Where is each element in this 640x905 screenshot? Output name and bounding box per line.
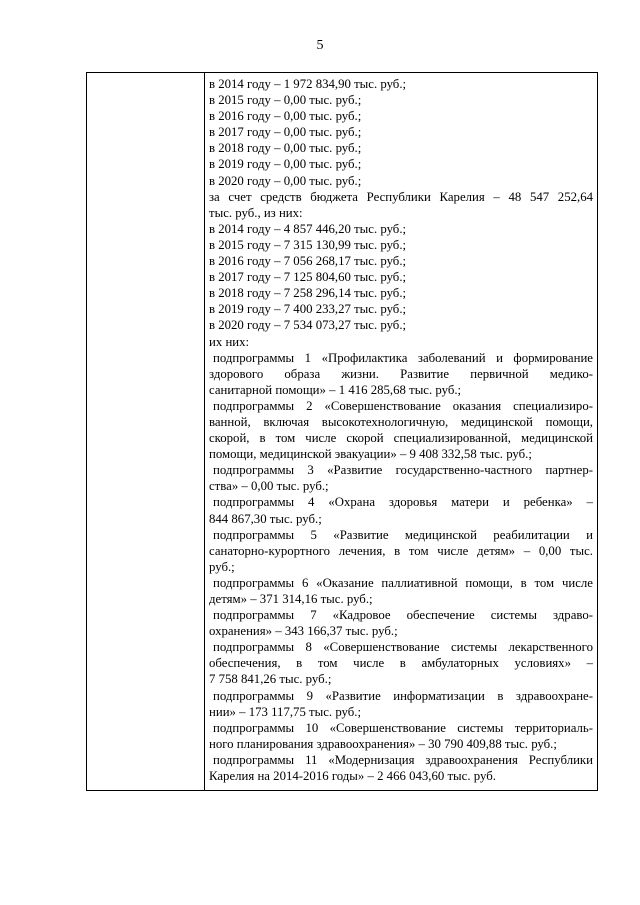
page-number: 5: [316, 38, 324, 53]
text-line: охранения» – 343 166,37 тыс. руб.;: [209, 624, 398, 639]
text-line: в 2016 году – 0,00 тыс. руб.;: [209, 109, 362, 124]
text-line: подпрограммы 8 «Совершенствование системы лекарственного: [213, 640, 593, 655]
text-line: здорового образа жизни. Развитие первичной медико-: [209, 366, 593, 381]
text-line: ства» – 0,00 тыс. руб.;: [209, 479, 329, 494]
text-line: подпрограммы 3 «Развитие государственно-частного партнер-: [213, 463, 593, 478]
text-line: обеспечения, в том числе в амбулаторных условиях» –: [209, 656, 593, 671]
text-line: в 2020 году – 7 534 073,27 тыс. руб.;: [209, 318, 407, 333]
table-left-cell: [87, 73, 205, 790]
text-line: в 2015 году – 0,00 тыс. руб.;: [209, 93, 362, 108]
text-line: нии» – 173 117,75 тыс. руб.;: [209, 704, 362, 719]
text-line: в 2016 году – 7 056 268,17 тыс. руб.;: [209, 254, 407, 269]
text-line: подпрограммы 2 «Совершенствование оказания специализиро-: [213, 398, 593, 413]
text-line: подпрограммы 10 «Совершенствование системы территориаль-: [213, 720, 593, 735]
text-line: подпрограммы 9 «Развитие информатизации в здравоохране-: [213, 688, 593, 703]
text-line: подпрограммы 11 «Модернизация здравоохранения Республики: [213, 752, 593, 767]
text-line: в 2019 году – 7 400 233,27 тыс. руб.;: [209, 302, 407, 317]
funding-table: [86, 72, 598, 791]
text-line: 844 867,30 тыс. руб.;: [209, 511, 322, 526]
text-line: ного планирования здравоохранения» – 30 790 409,88 тыс. руб.;: [209, 736, 557, 751]
table-right-cell: [205, 73, 597, 790]
text-line: подпрограммы 1 «Профилактика заболеваний и формирование: [213, 350, 593, 365]
text-line: в 2018 году – 7 258 296,14 тыс. руб.;: [209, 286, 407, 301]
text-line: в 2014 году – 4 857 446,20 тыс. руб.;: [209, 221, 407, 236]
text-line: в 2014 году – 1 972 834,90 тыс. руб.;: [209, 77, 407, 91]
text-line: санитарной помощи» – 1 416 285,68 тыс. руб.;: [209, 382, 462, 397]
text-line: скорой, в том числе скорой специализированной, медицинской: [209, 431, 593, 446]
text-line: в 2020 году – 0,00 тыс. руб.;: [209, 173, 362, 188]
text-line: в 2015 году – 7 315 130,99 тыс. руб.;: [209, 237, 407, 252]
text-line: руб.;: [209, 559, 235, 574]
text-line: ванной, включая высокотехнологичную, медицинской помощи,: [209, 414, 593, 429]
text-line: санаторно-курортного лечения, в том числе детям» – 0,00 тыс.: [209, 543, 593, 558]
text-line: в 2017 году – 7 125 804,60 тыс. руб.;: [209, 270, 407, 285]
text-line: их них:: [209, 334, 250, 349]
text-line: за счет средств бюджета Республики Карелия – 48 547 252,64: [209, 189, 593, 204]
text-line: подпрограммы 6 «Оказание паллиативной помощи, в том числе: [213, 575, 593, 590]
text-line: подпрограммы 7 «Кадровое обеспечение системы здраво-: [213, 608, 593, 623]
text-line: подпрограммы 4 «Охрана здоровья матери и ребенка» –: [213, 495, 593, 510]
text-line: помощи, медицинской эвакуации» – 9 408 332,58 тыс. руб.;: [209, 447, 532, 462]
text-line: подпрограммы 5 «Развитие медицинской реабилитации и: [213, 527, 593, 542]
text-line: 7 758 841,26 тыс. руб.;: [209, 672, 332, 687]
text-line: детям» – 371 314,16 тыс. руб.;: [209, 592, 373, 606]
text-line: в 2018 году – 0,00 тыс. руб.;: [209, 141, 362, 156]
text-line: тыс. руб., из них:: [209, 205, 303, 220]
text-line: в 2019 году – 0,00 тыс. руб.;: [209, 157, 362, 172]
text-line: в 2017 году – 0,00 тыс. руб.;: [209, 125, 362, 140]
text-line: Карелия на 2014-2016 годы» – 2 466 043,60 тыс. руб.: [209, 769, 496, 784]
